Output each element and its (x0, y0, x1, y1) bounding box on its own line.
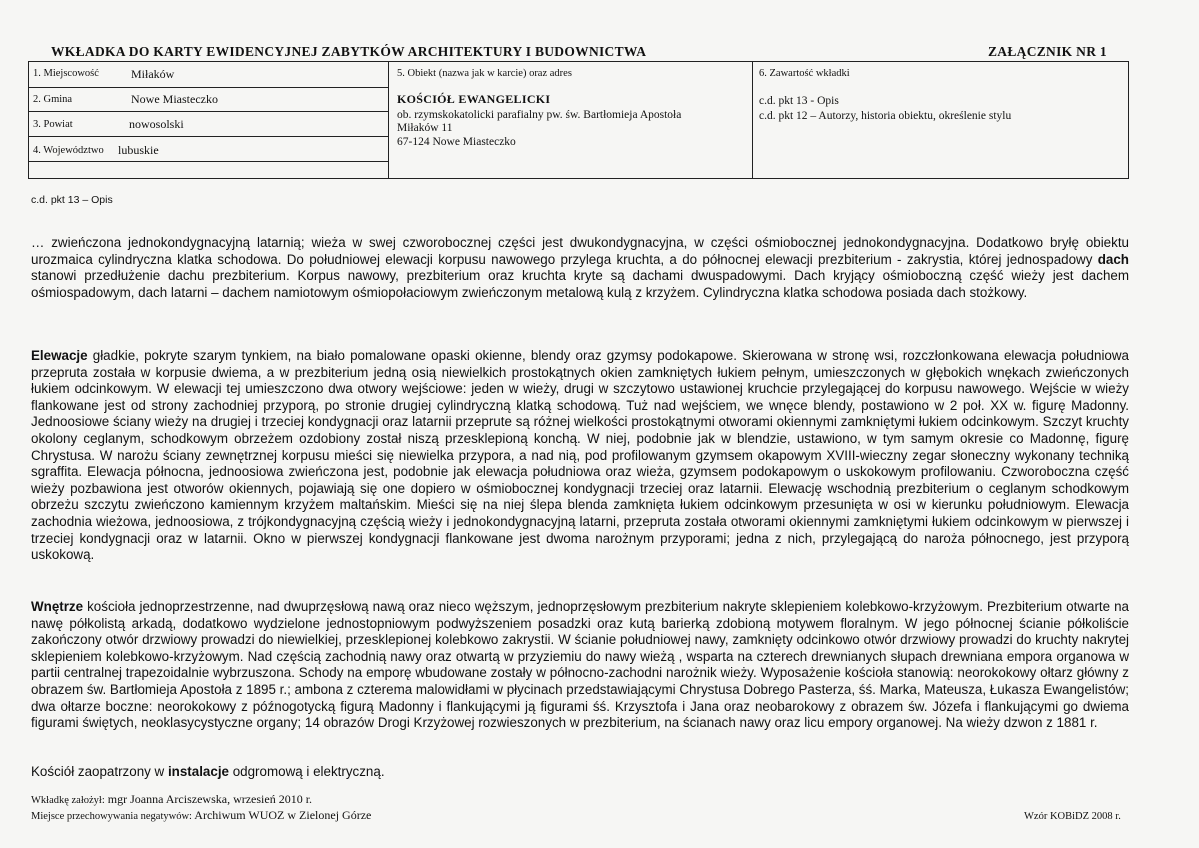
field-value-locality: Miłaków (131, 67, 175, 81)
footer-archive (31, 808, 371, 823)
field-label-commune: 2. Gmina (33, 94, 73, 105)
paragraph-body-form (31, 235, 1129, 301)
author-label: Wkładkę założył: (31, 795, 105, 806)
paragraph-text: … zwieńczona jednokondygnacyjną latarnią; wieża w swej czworobocznej części jest dwukondygnacyjna, w części ośmiobocznej jednokondygnacyjna. Dodatkowo bryłę obiektu urozmaica cylindryczna klatka schodowa. Do południowej elewacji korpusu nawowego przylega kruchta, a do północnej elewacji prezbiterium - zakrystia, której jednospadowy (31, 235, 1129, 267)
row-divider (29, 111, 389, 112)
row-divider (29, 136, 389, 137)
object-address-city: 67-124 Nowe Miasteczko (397, 136, 516, 148)
paragraph-text: gładkie, pokryte szarym tynkiem, na biało pomalowane opaski okienne, blendy oraz gzymsy podokapowe. Skierowana w stronę wsi, rozczłonkowana elewacja południowa przepruta została w korpusie dwiema, a w prezbiterium jedną osią niewielkich prostokątnych okien zamkniętych łukiem pełnym, umieszczonych w głębokich wnękach zwieńczonych łukiem odcinkowym. W elewacji tej umieszczono dwa otwory wejściowe: jeden w wieży, drugi w szczytowo ustawionej kruchcie przylegającej do korpusu nawowego. Wejście w wieży flankowane jest od strony zachodniej przyporą, po stronie drugiej cylindryczną klatką schodową. Tuż nad wejściem, we wnęce blendy, postawiono w 2 poł. XX w. figurę Madonny. Jednoosiowe ściany wieży na drugiej i trzeciej kondygnacji oraz latarnii przeprute są różnej wielkości prostokątnymi otworami okiennymi zamkniętymi łukiem odcinkowym. Szczyt kruchty okolony ceglanym, schodkowym obrzeżem ozdobiony został niszą przesklepioną konchą. W niej, podobnie jak w blendzie, ustawiono, w tym samym okresie co Madonnę, figurę Chrystusa. W narożu ściany zewnętrznej korpusu mieści się niewielka przypora, a nad nią, pod profilowanym gzymsem okapowym XVIII-wieczny zegar słoneczny wykonany techniką sgraffita. Elewacja północna, jednoosiowa zwieńczona jest, podobnie jak elewacja południowa oraz wieża, gzymsem podokapowym o uskokowym profilowaniu. Czworoboczna część wieży pozbawiona jest otworów okiennych, pojawiają się one dopiero w ośmiobocznej kondygnacji trzeciej oraz latarnii. Elewację wschodnią prezbiterium o ceglanym schodkowym obrzeżu szczytu zwieńczono kamiennym krzyżem maltańskim. Mieści się na niej ślepa blenda zamknięta łukiem odcinkowym przesunięta w osi w kierunku południowym. Elewacja zachodnia wieżowa, jednoosiowa, z trójkondygnacyjną częścią wieży i jednokondygnacyjną latarni, przeprutа została otworami okiennymi zamkniętymi łukiem odcinkowym w pierwszej i trzeciej kondygnacji oraz w latarnii. Okno w pierwszej kondygnacji flankowane jest dwoma narożnym przyporami; jedna z nich, przylegającą do naroża północnego, jest przyporą uskokową. (31, 348, 1129, 563)
paragraph-text: odgromową i elektryczną. (229, 764, 385, 779)
author-value: mgr Joanna Arciszewska, wrzesień 2010 r. (107, 792, 313, 806)
archive-label: Miejsce przechowywania negatywów: (31, 811, 192, 822)
field-label-object: 5. Obiekt (nazwa jak w karcie) oraz adres (397, 68, 572, 79)
paragraph-facades (31, 348, 1129, 564)
paragraph-installations (31, 764, 1129, 781)
object-name: KOŚCIÓŁ EWANGELICKI (397, 92, 551, 106)
object-description: ob. rzymskokatolicki parafialny pw. św. Bartłomieja Apostoła (397, 109, 682, 121)
contents-item-description: c.d. pkt 13 - Opis (759, 95, 839, 107)
record-form-table (28, 61, 1129, 179)
annex-number: ZAŁĄCZNIK NR 1 (988, 44, 1107, 59)
paragraph-interior (31, 599, 1129, 732)
row-divider (29, 87, 389, 88)
paragraph-text: kościoła jednoprzestrzenne, nad dwuprzęsłową nawą oraz nieco węższym, jednoprzęsłowym prezbiterium nakryte sklepieniem kolebkowo-krzyżowym. Prezbiterium otwarte na nawę półkolistą arkadą, dodatkowo wydzielone jednostopniowym podwyższeniem posadzki oraz kutą barierką zdobioną motywem floralnym. W jego północnej ścianie półkoliście zakończony otwór drzwiowy prowadzi do niewielkiej, przesklepionej kolebkowo zakrystii. W ścianie południowej nawy, zamknięty odcinkowo otwór drzwiowy prowadzi do kruchty nakrytej sklepieniem kolebkowo-krzyżowym. Nad częścią zachodnią nawy oraz otwartą w przyziemiu do nawy wieżą , wsparta na czterech drewnianych słupach drewniana empora organowa w partii centralnej trapezoidalnie wybrzuszona. Schody na emporę wbudowane zostały w północno-zachodni narożnik wieży. Wyposażenie kościoła stanowią: neorokokowy ołtarz główny z obrazem św. Bartłomieja Apostoła z 1895 r.; ambona z czterema malowidłami w płycinach przedstawiającymi Chrystusa Dobrego Pasterza, śś. Marka, Mateusza, Łukasza Ewangelistów; dwa ołtarze boczne: neorokokowy z późnogotycką figurą Madonny i flankującymi ją figurami śś. Krzysztofa i Jana oraz neobarokowy z obrazem św. Józefa i flankującymi go dwiema figurami świętych, neoklasycystyczne organy; 14 obrazów Drogi Krzyżowej rozwieszonych w prezbiterium, na ścianach nawy oraz licu empory organowej. Na wieży dzwon z 1881 r. (31, 599, 1129, 731)
field-value-county: nowosolski (129, 117, 184, 131)
keyword-interior: Wnętrze (31, 599, 84, 614)
row-divider (29, 161, 389, 162)
section-label: c.d. pkt 13 – Opis (31, 194, 113, 206)
keyword-roof: dach (1097, 251, 1129, 267)
keyword-facades: Elewacje (31, 348, 88, 363)
document-title: WKŁADKA DO KARTY EWIDENCYJNEJ ZABYTKÓW ARCHITEKTURY I BUDOWNICTWA (51, 44, 647, 59)
paragraph-text: stanowi przedłużenie dachu prezbiterium. Korpus nawowy, prezbiterium oraz kruchta kryte są dachami dwuspadowymi. Dach kryjący ośmioboczną część wieży jest dachem ośmiospadowym, dach latarni – dachem namiotowym ośmiopołaciowym zwieńczonym metalową kulą z krzyżem. Cylindryczna klatka schodowa posiada dach stożkowy. (31, 268, 1129, 300)
field-label-voivodeship: 4. Województwo (33, 145, 104, 156)
column-divider (752, 62, 753, 178)
keyword-installations: instalacje (167, 764, 229, 779)
archive-value: Archiwum WUOZ w Zielonej Górze (194, 808, 372, 822)
field-label-contents: 6. Zawartość wkładki (759, 68, 850, 79)
footer-author (31, 792, 312, 807)
contents-item-history: c.d. pkt 12 – Autorzy, historia obiektu, określenie stylu (759, 110, 1012, 122)
object-address-street: Miłaków 11 (397, 122, 453, 134)
paragraph-text: Kościół zaopatrzony w (31, 764, 168, 779)
field-label-county: 3. Powiat (33, 119, 73, 130)
field-label-locality: 1. Miejscowość (33, 68, 99, 79)
field-value-commune: Nowe Miasteczko (131, 92, 218, 106)
template-version: Wzór KOBiDZ 2008 r. (1024, 811, 1121, 822)
field-value-voivodeship: lubuskie (118, 143, 159, 157)
